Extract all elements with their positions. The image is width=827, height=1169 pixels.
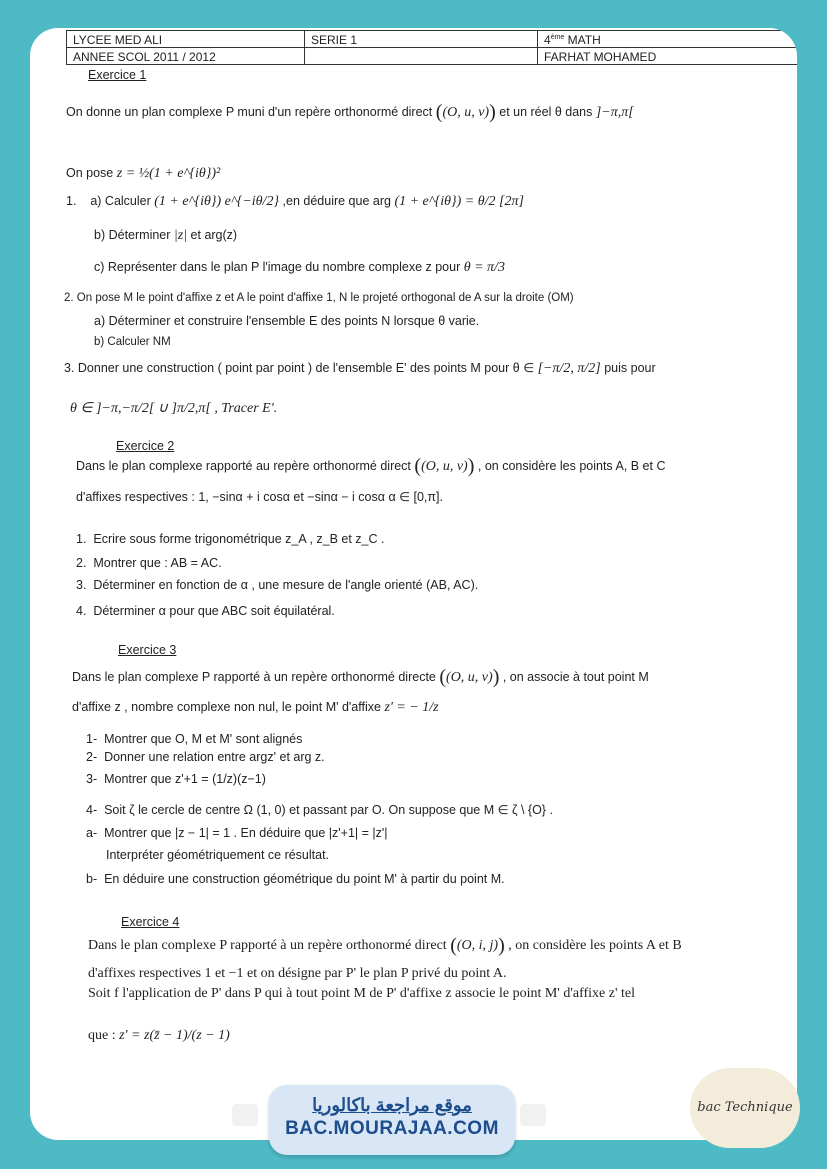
ex3-intro: Dans le plan complexe P rapporté à un repère orthonormé directe ((O, u, v)) , on associe à tout point M <box>72 666 649 689</box>
serie-label: SERIE 1 <box>305 31 538 48</box>
bac-technique-stamp: bac Technique <box>690 1068 800 1148</box>
ex2-title: Exercice 2 <box>116 439 175 453</box>
ex1-pose: On pose z = ½(1 + e^{iθ})² <box>66 166 221 181</box>
ex1-q1b: b) Déterminer |z| et arg(z) <box>94 228 238 243</box>
ex4-line3: Soit f l'application de P' dans P qui à tout point M de P' d'affixe z associe le point M' d'affixe z' tel <box>88 986 635 1001</box>
ex2-intro: Dans le plan complexe rapporté au repère orthonormé direct ((O, u, v)) , on considère les points A, B et C <box>76 455 666 478</box>
ex1-q3: 3. Donner une construction ( point par point ) de l'ensemble E' des points M pour θ ∈ [−π/2, π/2] puis pour <box>64 361 656 376</box>
ex1-title: Exercice 1 <box>88 68 147 82</box>
ex4-line2: d'affixes respectives 1 et −1 et on désigne par P' le plan P privé du point A. <box>88 966 507 981</box>
ex1-q1a: 1. a) Calculer (1 + e^{iθ}) e^{−iθ/2} ,en déduire que arg (1 + e^{iθ}) = θ/2 [2π] <box>66 194 524 209</box>
school-name: LYCEE MED ALI <box>67 31 305 48</box>
ex2-affixes: d'affixes respectives : 1, −sinα + i cosα et −sinα − i cosα α ∈ [0,π]. <box>76 490 443 504</box>
school-year: ANNEE SCOL 2011 / 2012 <box>67 48 305 65</box>
ex3-item-4a: a- Montrer que |z − 1| = 1 . En déduire que |z'+1| = |z'| <box>86 826 388 840</box>
teacher-name: FARHAT MOHAMED <box>538 48 798 65</box>
left-logo-icon <box>232 1104 258 1126</box>
site-arabic-title: موقع مراجعة باكالوريا <box>312 1095 472 1115</box>
ex4-line1: Dans le plan complexe P rapporté à un repère orthonormé direct ((O, i, j)) , on considère les points A et B <box>88 934 682 957</box>
ex1-q2a: a) Déterminer et construire l'ensemble E des points N lorsque θ varie. <box>94 314 480 328</box>
ex3-item-4b: b- En déduire une construction géométrique du point M' à partir du point M. <box>86 872 505 886</box>
ex3-item-interp: Interpréter géométriquement ce résultat. <box>106 848 330 862</box>
site-url[interactable]: BAC.MOURAJAA.COM <box>285 1118 499 1139</box>
ex4-title: Exercice 4 <box>121 915 180 929</box>
ex2-item-4: 4. Déterminer α pour que ABC soit équilatéral. <box>76 604 335 618</box>
ex3-line2: d'affixe z , nombre complexe non nul, le point M' d'affixe z' = − 1/z <box>72 700 439 715</box>
exam-sheet <box>30 28 797 1140</box>
header-table <box>66 30 797 65</box>
ex3-item-4: 4- Soit ζ le cercle de centre Ω (1, 0) et passant par O. On suppose que M ∈ ζ \ {O} . <box>86 803 553 817</box>
ex2-item-3: 3. Déterminer en fonction de α , une mesure de l'angle orienté (AB, AC). <box>76 578 479 592</box>
ex3-item-2: 2- Donner une relation entre argz' et arg z. <box>86 750 325 764</box>
ex3-title: Exercice 3 <box>118 643 177 657</box>
right-logo-icon <box>520 1104 546 1126</box>
ex3-item-3: 3- Montrer que z'+1 = (1/z)(z−1) <box>86 772 266 786</box>
header-empty-cell <box>305 48 538 65</box>
site-badge[interactable] <box>269 1085 515 1155</box>
level-label: 4ème MATH <box>538 31 798 48</box>
ex1-intro: On donne un plan complexe P muni d'un repère orthonormé direct ((O, u, v)) et un réel θ dans ]−π,π[ <box>66 101 634 124</box>
ex2-item-2: 2. Montrer que : AB = AC. <box>76 556 222 570</box>
ex1-q2b: b) Calculer NM <box>94 336 171 348</box>
ex4-line4: que : z' = z(z̄ − 1)/(z − 1) <box>88 1028 230 1043</box>
ex1-q3-line2: θ ∈ ]−π,−π/2[ ∪ ]π/2,π[ , Tracer E'. <box>70 401 278 416</box>
ex1-q1c: c) Représenter dans le plan P l'image du nombre complexe z pour θ = π/3 <box>94 260 505 275</box>
ex2-item-1: 1. Ecrire sous forme trigonométrique z_A , z_B et z_C . <box>76 532 385 546</box>
ex1-q2: 2. On pose M le point d'affixe z et A le point d'affixe 1, N le projeté orthogonal de A sur la droite (OM) <box>64 292 574 304</box>
ex3-item-1: 1- Montrer que O, M et M' sont alignés <box>86 732 303 746</box>
